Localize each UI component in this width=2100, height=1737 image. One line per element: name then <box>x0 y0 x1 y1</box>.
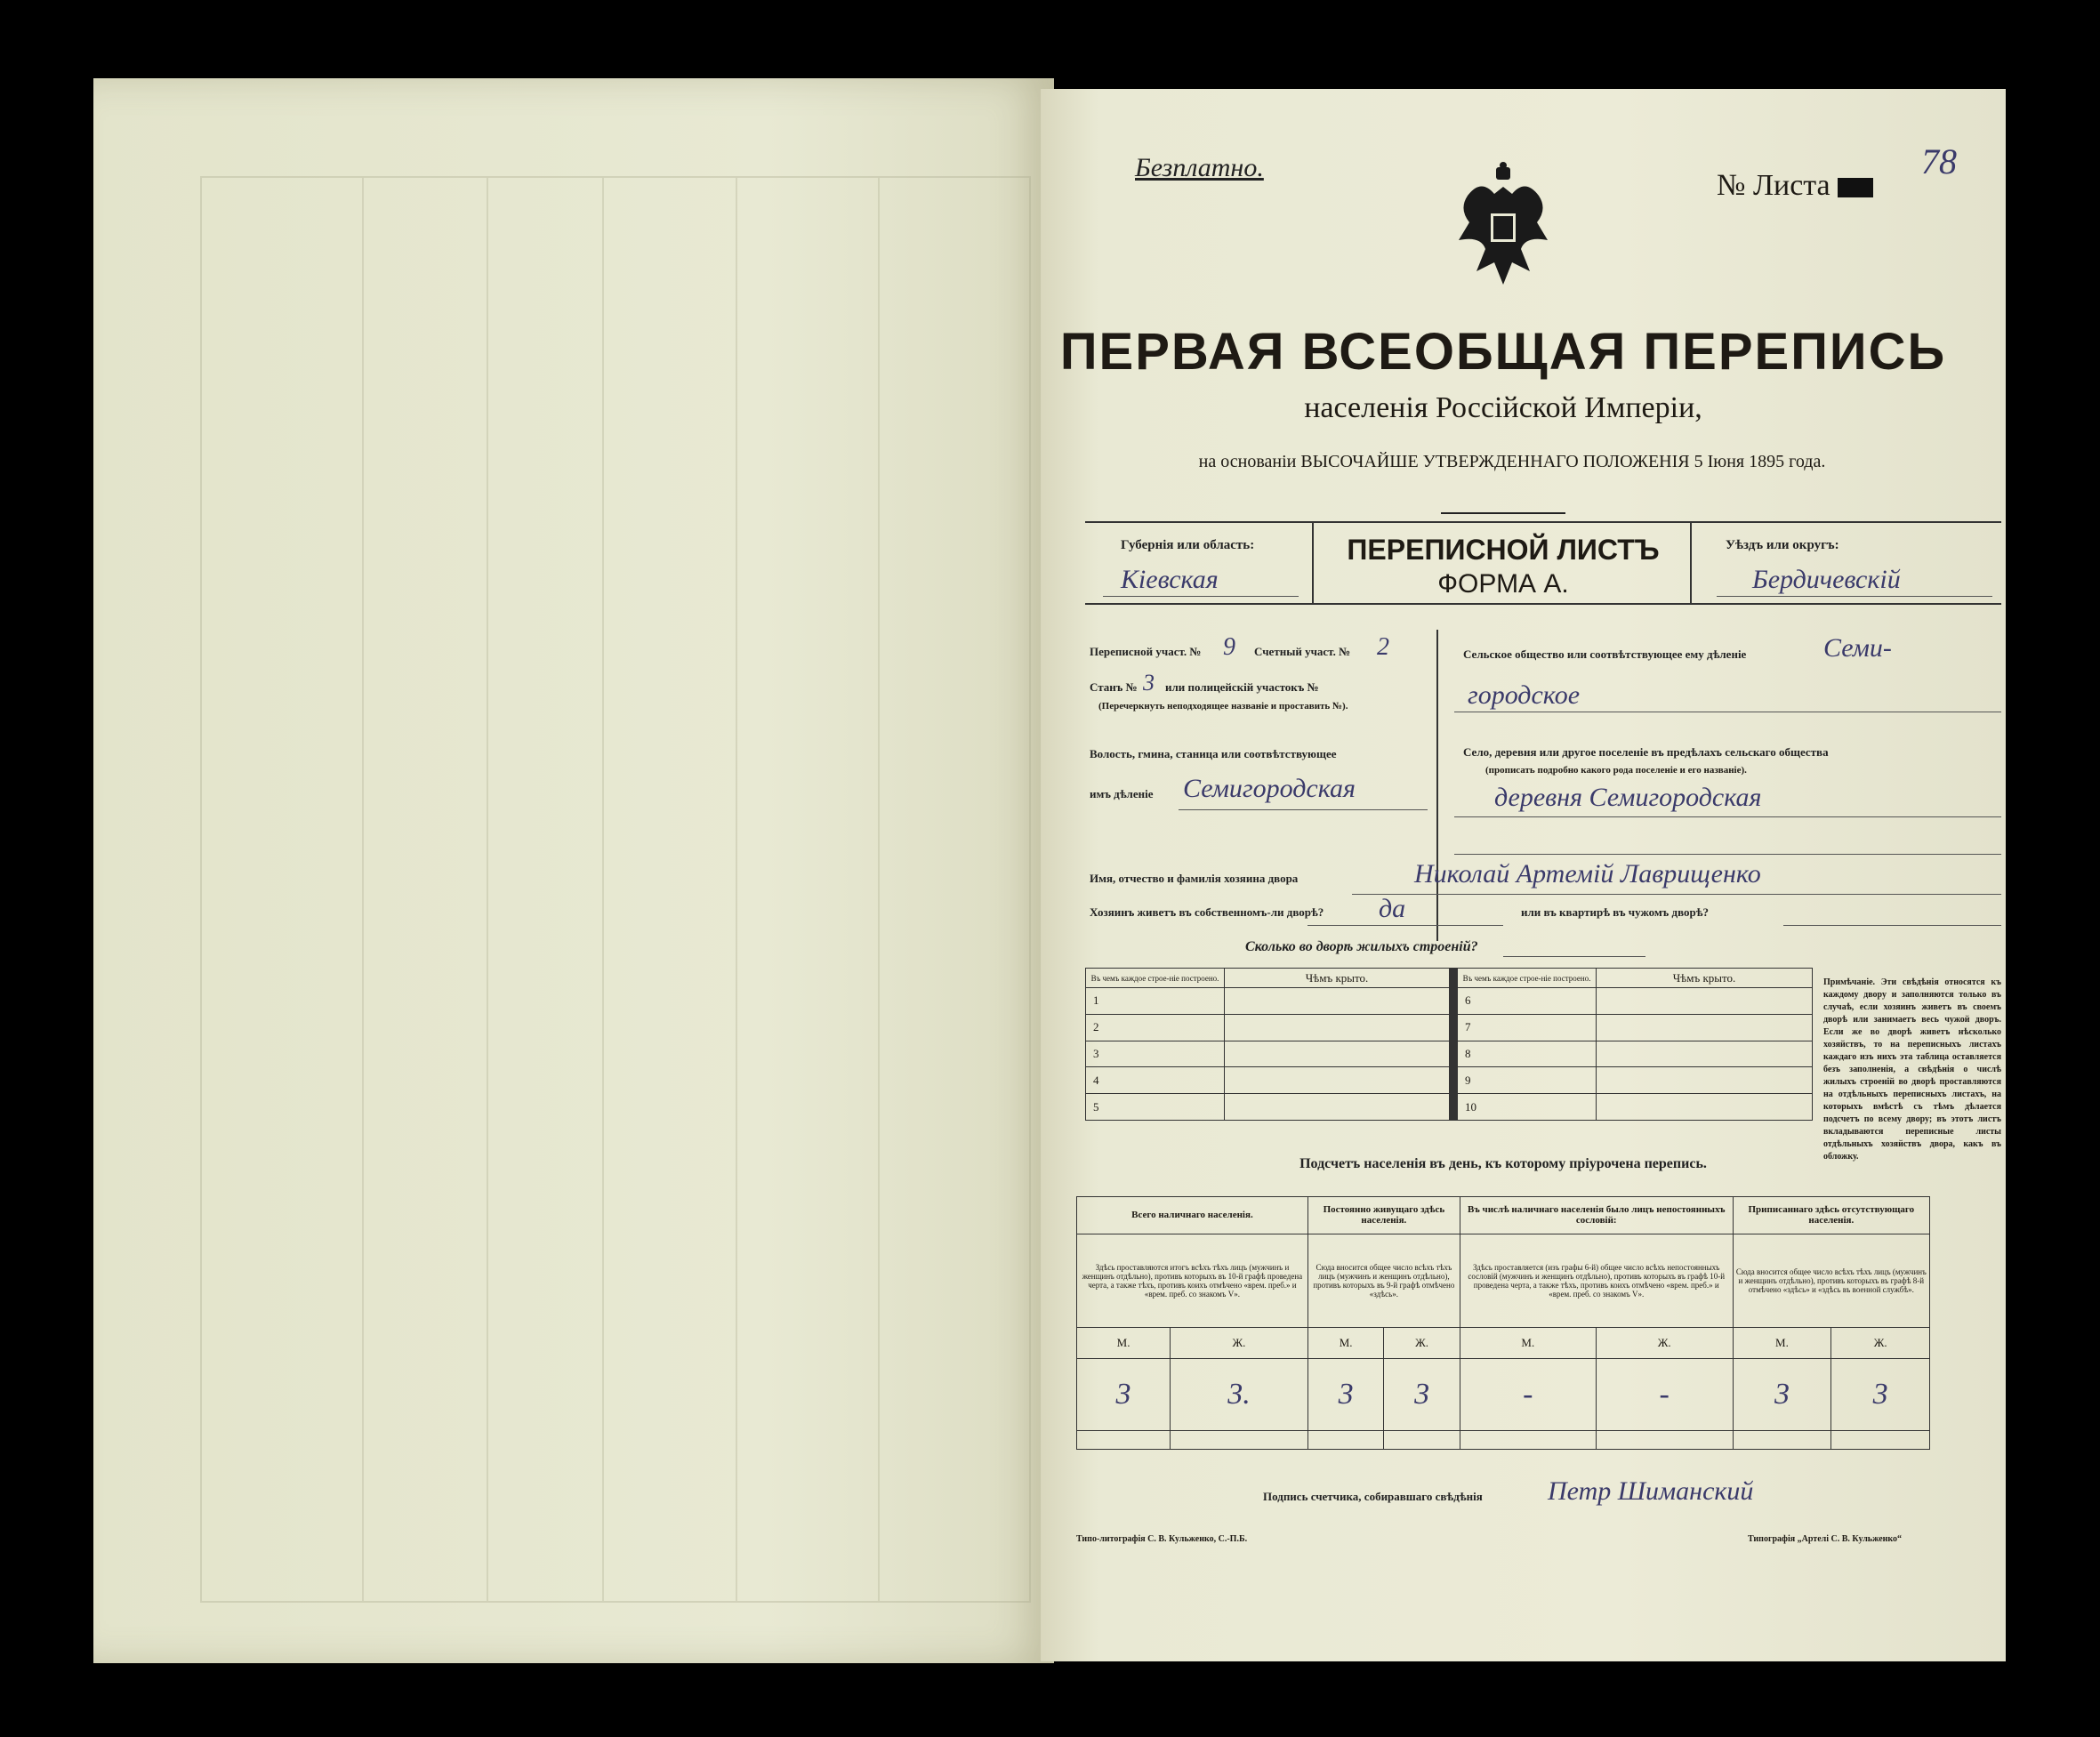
selskoe-value-2: городское <box>1468 680 1581 710</box>
selo-value: деревня Семигородская <box>1494 783 1762 812</box>
row-number: 7 <box>1458 1014 1597 1041</box>
count-value: - <box>1460 1358 1596 1430</box>
row-number: 9 <box>1458 1067 1597 1094</box>
divider <box>1312 521 1314 603</box>
underline <box>1717 596 1992 597</box>
ghost-table <box>200 176 1031 1603</box>
owner-value: Николай Артемій Лаврищенко <box>1414 859 1761 889</box>
male-header: М. <box>1733 1327 1831 1358</box>
table-cell <box>1597 988 1813 1015</box>
count-value: 3 <box>1077 1358 1171 1430</box>
form-title: ПЕРЕПИСНОЙ ЛИСТЪ <box>1347 534 1660 566</box>
printer-left: Типо-литографія С. В. Кульженко, С.-П.Б. <box>1076 1534 1248 1544</box>
female-header: Ж. <box>1831 1327 1930 1358</box>
underline <box>1352 894 2001 895</box>
col-desc: Здѣсь проставляются итогъ всѣхъ тѣхъ лицъ (мужчинъ и женщинъ отдѣльно), противъ которыхъ въ 10-й графѣ проведена черта, а также тѣхъ, противъ коихъ отмѣчено «врем. преб.» и «врем. преб. со знакомъ V». <box>1077 1234 1308 1327</box>
census-title: ПЕРВАЯ ВСЕОБЩАЯ ПЕРЕПИСЬ <box>1059 323 1947 381</box>
schet-uch-label: Счетный участ. № <box>1254 645 1351 658</box>
census-subtitle: населенія Россійской Имперіи, <box>1304 391 1702 424</box>
ghost-column <box>362 178 364 1601</box>
count-value: 3 <box>1733 1358 1831 1430</box>
census-form-page <box>1041 89 2006 1661</box>
gubernia-value: Кіевская <box>1121 565 1219 594</box>
buildings-label: Сколько во дворѣ жилыхъ строеній? <box>1245 939 1478 954</box>
underline <box>1454 816 2001 817</box>
buildings-note: Примѣчаніе. Эти свѣдѣнія относятся къ каждому двору и заполняются только въ случаѣ, если хозяинъ живетъ въ своемъ дворѣ или занимаетъ весь чужой дворъ. Если же во дворѣ живетъ нѣсколько хозяйствъ, то на переписныхъ листахъ каждаго изъ нихъ эта таблица оставляется безъ заполненія, а свѣдѣнія о числѣ жилыхъ строеній во дворѣ проставляются на отдѣльныхъ переписныхъ листахъ, на которыхъ вмѣстѣ съ тѣмъ дѣлается подсчетъ по всему двору; въ этотъ листъ вкладываются переписные листы отдѣльныхъ хозяйствъ двора, какъ въ обложку. <box>1823 977 2001 1162</box>
col-material: Въ чемъ каждое строе-ніе построено. <box>1086 969 1225 988</box>
male-header: М. <box>1460 1327 1596 1358</box>
count-value: 3 <box>1307 1358 1384 1430</box>
table-cell <box>1225 1067 1450 1094</box>
ghost-column <box>736 178 737 1601</box>
census-basis-line: на основаніи ВЫСОЧАЙШЕ УТВЕРЖДЕННАГО ПОЛОЖЕНІЯ 5 Іюня 1895 года. <box>1198 452 1826 471</box>
col-desc: Сюда вносится общее число всѣхъ тѣхъ лицъ (мужчинъ и женщинъ отдѣльно), противъ которыхъ въ графѣ 8-й отмѣчено «здѣсь» и «здѣсь въ военной службѣ». <box>1733 1234 1929 1327</box>
volost-value: Семигородская <box>1183 774 1356 803</box>
underline <box>1179 809 1428 810</box>
table-cell <box>1225 1094 1450 1121</box>
ornament-divider <box>1441 512 1565 514</box>
count-heading: Подсчетъ населенія въ день, къ которому пріурочена перепись. <box>1299 1156 1707 1171</box>
male-header: М. <box>1077 1327 1171 1358</box>
underline <box>1454 854 2001 855</box>
row-number: 1 <box>1086 988 1225 1015</box>
strike-note: (Перечеркнуть неподходящее названіе и проставить №). <box>1098 701 1348 712</box>
free-label: Безплатно. <box>1135 153 1264 182</box>
row-number: 5 <box>1086 1094 1225 1121</box>
underline <box>1503 956 1645 957</box>
stan-label: Станъ № <box>1090 680 1138 694</box>
female-header: Ж. <box>1384 1327 1460 1358</box>
signature-label: Подпись счетчика, собиравшаго свѣдѣнія <box>1263 1490 1483 1503</box>
underline <box>1103 596 1299 597</box>
selo-label: Село, деревня или другое поселеніе въ предѣлахъ сельскаго общества <box>1463 745 1829 759</box>
row-number: 2 <box>1086 1014 1225 1041</box>
ghost-column <box>487 178 488 1601</box>
row-number: 6 <box>1458 988 1597 1015</box>
col-absent: Приписаннаго здѣсь отсутствующаго населенія. <box>1733 1197 1929 1234</box>
selo-note: (прописать подробно какого рода поселеніе и его названіе). <box>1485 765 1747 776</box>
schet-uch-value: 2 <box>1377 633 1389 661</box>
col-material: Въ чемъ каждое строе-ніе построено. <box>1458 969 1597 988</box>
perepis-uch-label: Переписной участ. № <box>1090 645 1202 658</box>
col-desc: Сюда вносится общее число всѣхъ тѣхъ лицъ (мужчинъ и женщинъ отдѣльно), противъ которыхъ въ 9-й графѣ отмѣчено «здѣсь». <box>1307 1234 1460 1327</box>
buildings-table-right <box>1457 968 1813 1121</box>
row-number: 8 <box>1458 1041 1597 1067</box>
gubernia-label: Губернія или область: <box>1121 538 1255 552</box>
count-value: 3 <box>1384 1358 1460 1430</box>
left-page <box>93 78 1054 1663</box>
row-number: 10 <box>1458 1094 1597 1121</box>
table-cell <box>1597 1041 1813 1067</box>
count-value: - <box>1596 1358 1733 1430</box>
own-yard-value: да <box>1379 894 1406 923</box>
selskoe-label: Сельское общество или соотвѣтствующее ему дѣленіе <box>1463 647 1747 661</box>
sheet-number <box>1717 169 1873 203</box>
count-value: 3 <box>1831 1358 1930 1430</box>
uezd-value: Бердичевскій <box>1752 565 1901 594</box>
volost-label-2: имъ дѣленіе <box>1090 787 1154 800</box>
imperial-eagle-icon <box>1441 160 1565 302</box>
ghost-column <box>878 178 880 1601</box>
female-header: Ж. <box>1171 1327 1308 1358</box>
volost-label: Волость, гмина, станица или соотвѣтствующее <box>1090 747 1337 760</box>
col-desc: Здѣсь проставляется (изъ графы 6-й) общее число всѣхъ непостоянныхъ сословій (мужчинъ и женщинъ отдѣльно), противъ которыхъ въ графѣ 10-й проведена черта, а также тѣхъ, противъ коихъ отмѣчено «врем. преб.» и «врем. преб. со знакомъ V». <box>1460 1234 1733 1327</box>
table-separator <box>1450 968 1457 1121</box>
signature-value: Петр Шиманский <box>1548 1476 1754 1506</box>
owner-label: Имя, отчество и фамилія хозяина двора <box>1090 872 1299 885</box>
sheet-number-label: № Листа <box>1717 169 1830 202</box>
perepis-uch-value: 9 <box>1223 633 1235 661</box>
printer-right: Типографія „Артелі С. В. Кульженко“ <box>1748 1534 1903 1544</box>
population-count-table <box>1076 1196 1930 1450</box>
table-cell <box>1597 1067 1813 1094</box>
flat-label: или въ квартирѣ въ чужомъ дворѣ? <box>1521 905 1710 919</box>
table-cell <box>1225 1014 1450 1041</box>
underline <box>1783 925 2001 926</box>
sheet-number-value: 78 <box>1921 141 1957 181</box>
uezd-label: Уѣздъ или округъ: <box>1726 538 1839 552</box>
table-cell <box>1225 988 1450 1015</box>
col-roof: Чѣмъ крыто. <box>1225 969 1450 988</box>
col-non-permanent: Въ числѣ наличнаго населенія было лицъ непостоянныхъ сословій: <box>1460 1197 1733 1234</box>
underline <box>1307 925 1503 926</box>
ghost-column <box>602 178 604 1601</box>
male-header: М. <box>1307 1327 1384 1358</box>
divider <box>1690 521 1692 603</box>
form-type: ФОРМА А. <box>1437 569 1569 599</box>
stan-value: 3 <box>1143 670 1155 696</box>
row-number: 3 <box>1086 1041 1225 1067</box>
own-yard-label: Хозяинъ живетъ въ собственномъ-ли дворѣ? <box>1090 905 1324 919</box>
police-label: или полицейскій участокъ № <box>1165 680 1319 694</box>
count-value: 3. <box>1171 1358 1308 1430</box>
female-header: Ж. <box>1596 1327 1733 1358</box>
selskoe-value-1: Семи- <box>1823 633 1892 663</box>
sheet-number-box <box>1838 178 1873 197</box>
col-permanent: Постоянно живущаго здѣсь населенія. <box>1307 1197 1460 1234</box>
table-cell <box>1225 1041 1450 1067</box>
table-cell <box>1597 1094 1813 1121</box>
table-cell <box>1597 1014 1813 1041</box>
buildings-table-left <box>1085 968 1450 1121</box>
row-number: 4 <box>1086 1067 1225 1094</box>
col-roof: Чѣмъ крыто. <box>1597 969 1813 988</box>
col-total-present: Всего наличнаго населенія. <box>1077 1197 1308 1234</box>
